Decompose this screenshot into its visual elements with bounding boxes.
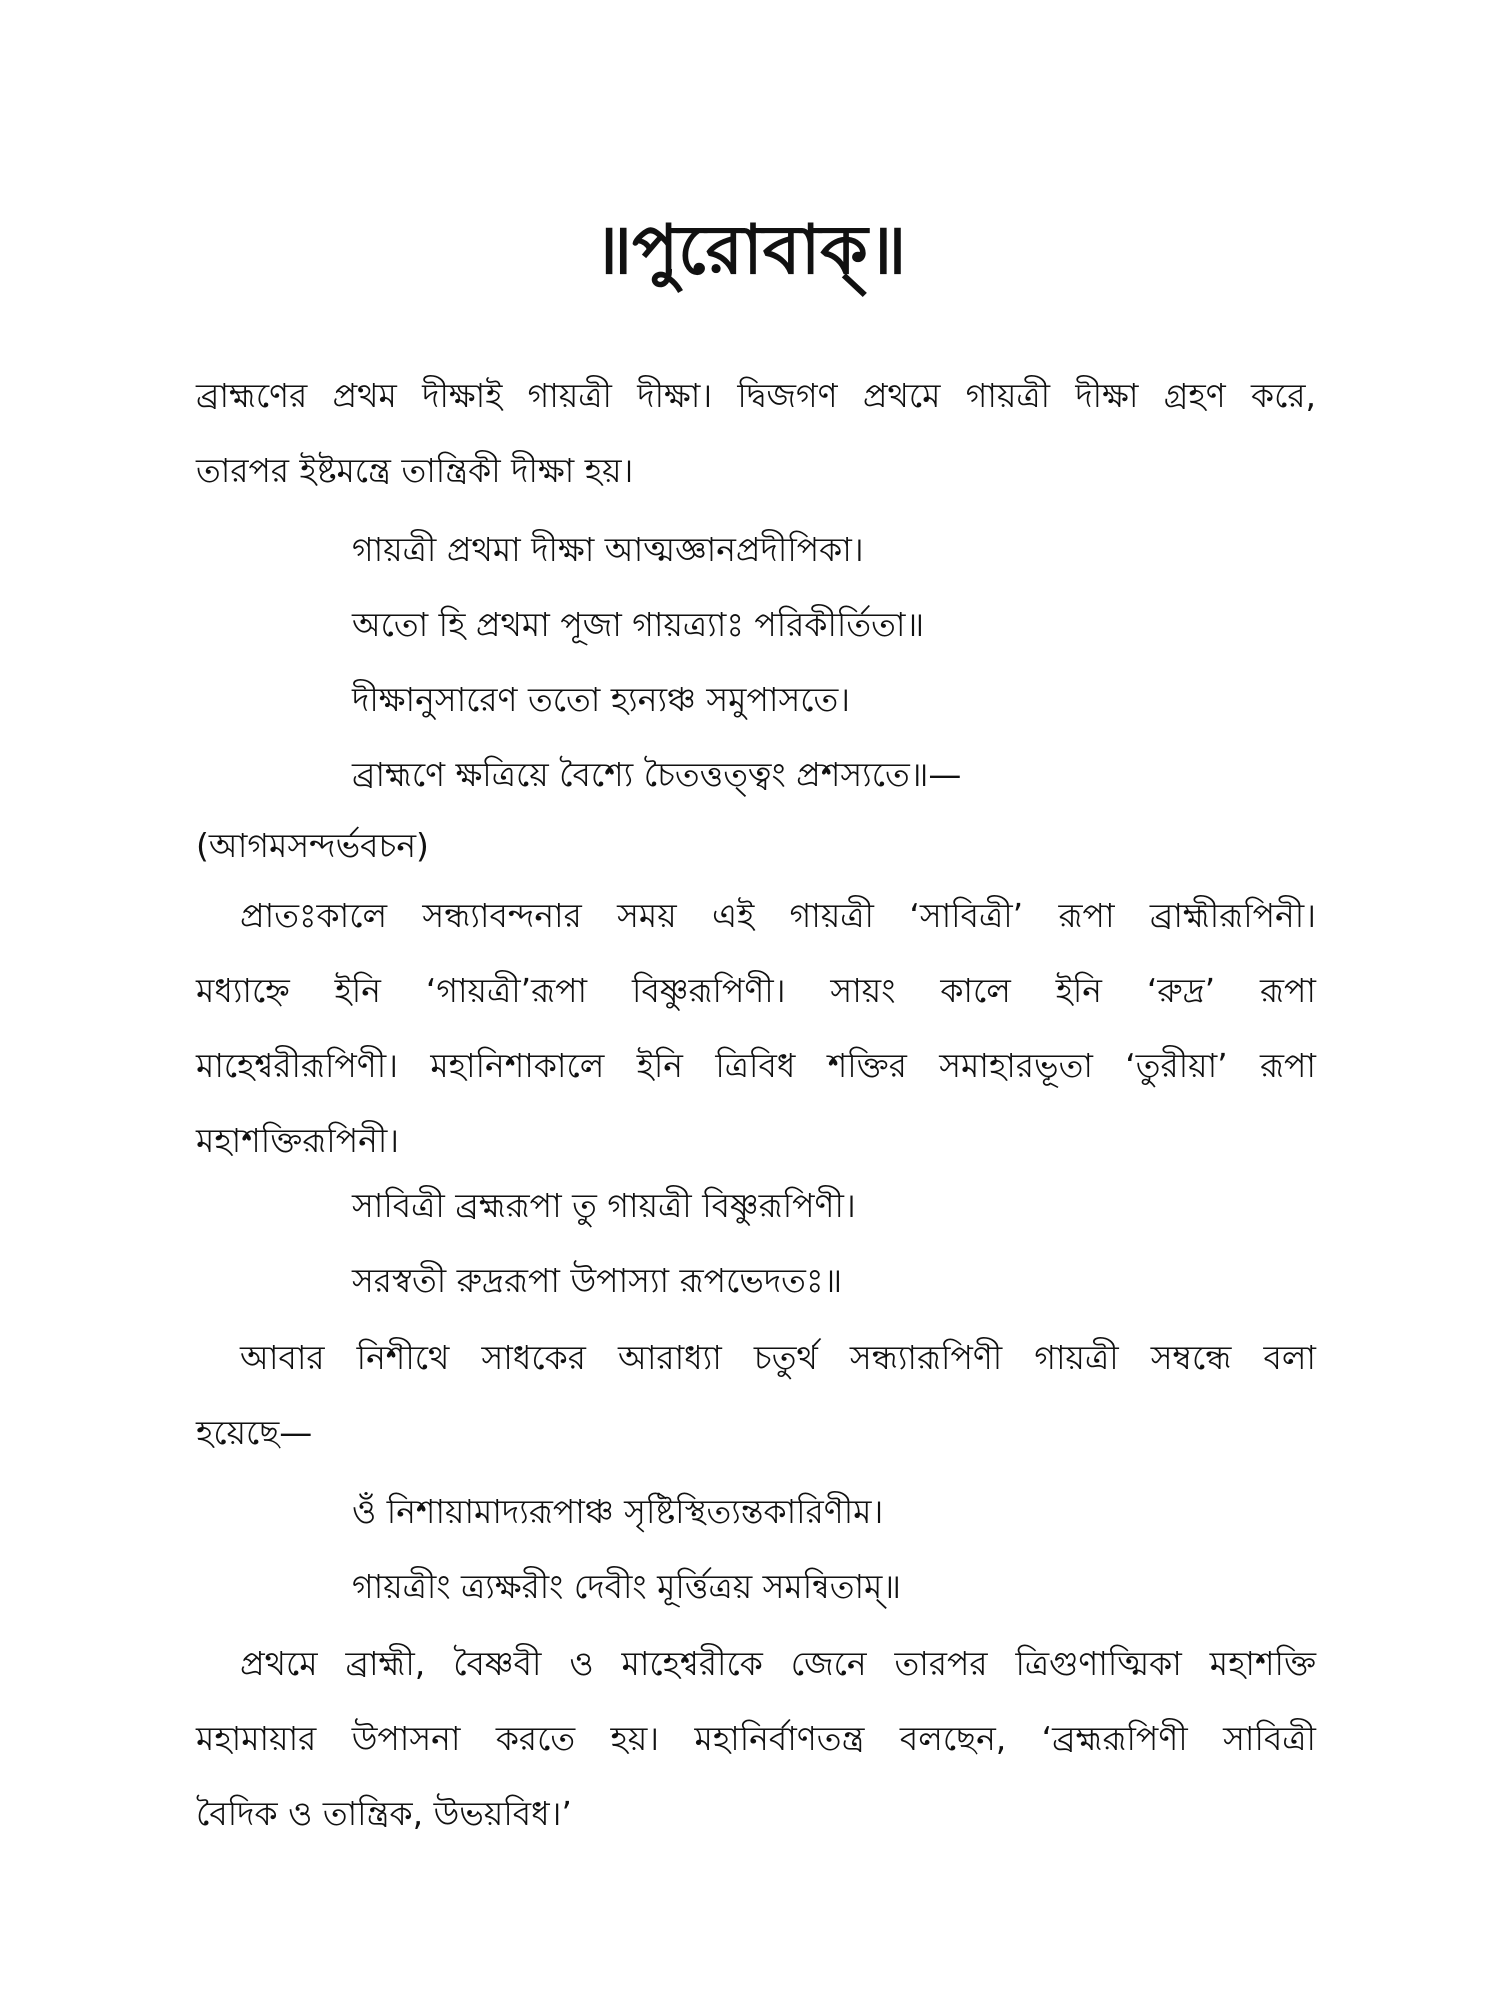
verse-block-2 bbox=[352, 1168, 1312, 1318]
paragraph-intro bbox=[196, 358, 1316, 508]
verse-line: সাবিত্রী ব্রহ্মরূপা তু গায়ত্রী বিষ্ণুরূপিণী। bbox=[352, 1186, 856, 1225]
paragraph-nishithe bbox=[196, 1320, 1316, 1470]
verse-line: অতো হি প্রথমা পূজা গায়ত্র্যাঃ পরিকীর্তিতা॥ bbox=[352, 605, 925, 644]
paragraph-mahamaya bbox=[196, 1626, 1316, 1851]
text-line: ব্রাহ্মণের প্রথম দীক্ষাই গায়ত্রী দীক্ষা। দ্বিজগণ প্রথমে গায়ত্রী দীক্ষা গ্রহণ করে, bbox=[196, 376, 1316, 415]
text-line: মাহেশ্বরীরূপিণী। মহানিশাকালে ইনি ত্রিবিধ শক্তির সমাহারভূতা ‘তুরীয়া’ রূপা bbox=[196, 1046, 1316, 1085]
text-line: মহামায়ার উপাসনা করতে হয়। মহানির্বাণতন্ত্র বলছেন, ‘ব্রহ্মরূপিণী সাবিত্রী bbox=[196, 1719, 1316, 1758]
verse-line: সরস্বতী রুদ্ররূপা উপাস্যা রূপভেদতঃ॥ bbox=[352, 1261, 843, 1300]
source-citation: (আগমসন্দর্ভবচন) bbox=[196, 826, 429, 865]
text-line: প্রথমে ব্রাহ্মী, বৈষ্ণবী ও মাহেশ্বরীকে জেনে তারপর ত্রিগুণাত্মিকা মহাশক্তি bbox=[240, 1644, 1316, 1683]
verse-line: গায়ত্রী প্রথমা দীক্ষা আত্মজ্ঞানপ্রদীপিকা। bbox=[352, 530, 864, 569]
verse-block-3 bbox=[352, 1474, 1312, 1624]
verse-line: ওঁ নিশায়ামাদ্যরূপাঞ্চ সৃষ্টিস্থিত্যন্তকারিণীম। bbox=[352, 1492, 884, 1531]
verse-block-1 bbox=[352, 512, 1312, 812]
paragraph-sandhya bbox=[196, 878, 1316, 1178]
text-line: আবার নিশীথে সাধকের আরাধ্যা চতুর্থ সন্ধ্যারূপিণী গায়ত্রী সম্বন্ধে বলা bbox=[240, 1338, 1316, 1377]
page-title: ॥পুরোবাক্॥ bbox=[593, 211, 907, 290]
verse-line: দীক্ষানুসারেণ ততো হ্যন্যঞ্চ সমুপাসতে। bbox=[352, 680, 851, 719]
text-line: প্রাতঃকালে সন্ধ্যাবন্দনার সময় এই গায়ত্রী ‘সাবিত্রী’ রূপা ব্রাহ্মীরূপিনী। bbox=[240, 896, 1316, 935]
verse-line: গায়ত্রীং ত্র্যক্ষরীং দেবীং মূর্ত্তিত্রয় সমন্বিতাম্॥ bbox=[352, 1567, 902, 1606]
text-line: তারপর ইষ্টমন্ত্রে তান্ত্রিকী দীক্ষা হয়। bbox=[196, 451, 634, 490]
text-line: মধ্যাহ্নে ইনি ‘গায়ত্রী’রূপা বিষ্ণুরূপিণী। সায়ং কালে ইনি ‘রুদ্র’ রূপা bbox=[196, 971, 1316, 1010]
text-line: মহাশক্তিরূপিনী। bbox=[196, 1121, 400, 1160]
text-line: বৈদিক ও তান্ত্রিক, উভয়বিধ।’ bbox=[196, 1794, 572, 1833]
text-line: হয়েছে— bbox=[196, 1413, 313, 1452]
verse-line: ব্রাহ্মণে ক্ষত্রিয়ে বৈশ্যে চৈতত্তত্ত্বং প্রশস্যতে॥— bbox=[352, 755, 962, 794]
